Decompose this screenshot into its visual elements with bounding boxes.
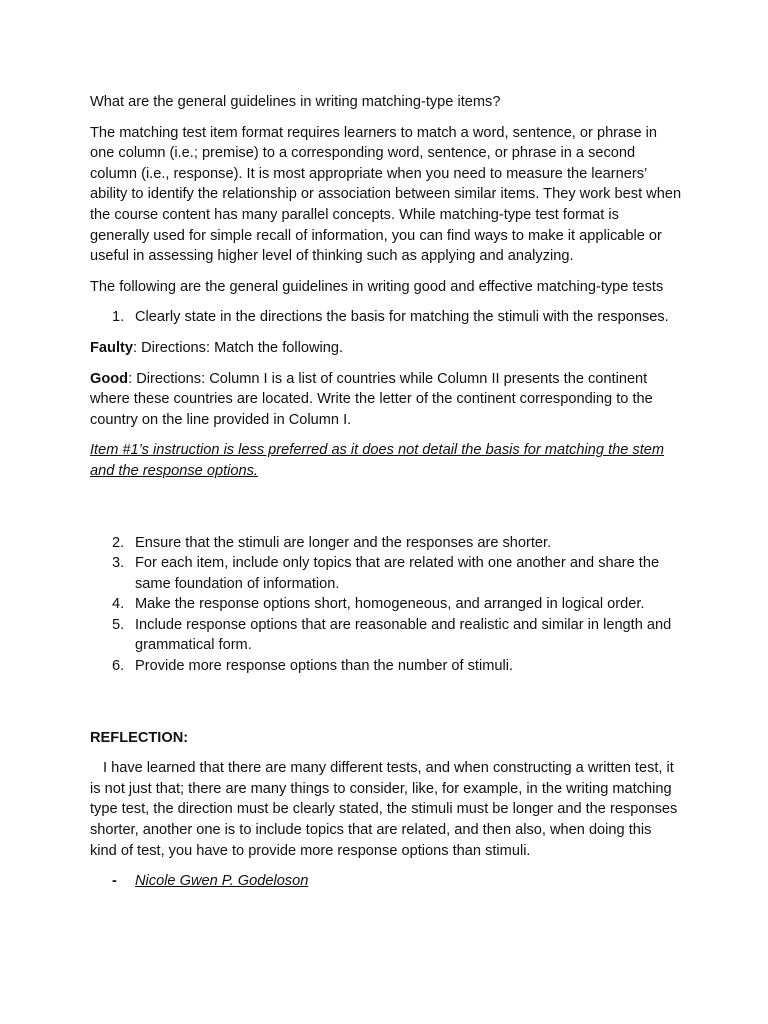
reflection-heading: REFLECTION: — [90, 729, 189, 746]
list-text: For each item, include only topics that are related with one another and share the same foundation of information. — [135, 555, 660, 592]
guideline-list-first — [90, 307, 682, 328]
list-text: Clearly state in the directions the basis for matching the stimuli with the responses. — [135, 309, 669, 326]
question-heading: What are the general guidelines in writing matching-type items? — [90, 94, 501, 110]
list-text: Provide more response options than the number of stimuli. — [135, 658, 514, 675]
list-number: 3. — [112, 555, 125, 572]
list-number: 5. — [112, 616, 125, 633]
list-number: 1. — [112, 309, 125, 326]
signature-name: Nicole Gwen P. Godeloson — [135, 873, 309, 890]
guideline-item-3 — [90, 553, 682, 594]
list-number: 6. — [112, 658, 125, 675]
following-paragraph: The following are the general guidelines in writing good and effective matching-type tests — [90, 278, 664, 295]
guideline-item-4 — [90, 594, 682, 615]
guideline-item-2 — [90, 533, 682, 554]
faulty-text: : Directions: Match the following. — [132, 339, 344, 356]
reflection-body: I have learned that there are many different tests, and when constructing a written test, it is not just that; there are many things to consider, like, for example, in the writing matching type test, the direction must be clearly stated, the stimuli must be longer and the responses shorter, another one is to include topics that are related, and then also, when doing this kind of test, you have to provide more response options than stimuli. — [90, 760, 678, 859]
good-label: Good — [90, 370, 129, 387]
guideline-item-5 — [90, 615, 682, 656]
list-number: 2. — [112, 534, 125, 551]
instruction-note: Item #1’s instruction is less preferred as it does not detail the basis for matching the stem and the response options. — [90, 442, 665, 479]
signature-line — [90, 871, 682, 892]
list-text: Ensure that the stimuli are longer and the responses are shorter. — [135, 534, 552, 551]
guideline-item-6 — [90, 656, 682, 677]
intro-paragraph: The matching test item format requires learners to match a word, sentence, or phrase in one column (i.e.; premise) to a corresponding word, sentence, or phrase in a second column (i.e., response). It is most appropriate when you need to measure the learners’ ability to identify the relationship or association between similar items. They work best when the course content has many parallel concepts. While matching-type test format is generally used for simple recall of information, you can find ways to make it applicable or useful in assessing higher level of thinking such as applying and analyzing. — [90, 124, 682, 265]
faulty-example — [90, 338, 682, 359]
good-text: : Directions: Column I is a list of countries while Column II presents the continent where these countries are located. Write the letter of the continent corresponding to the country on the line provided in Column I. — [90, 370, 653, 428]
list-number: 4. — [112, 596, 125, 613]
list-text: Make the response options short, homogeneous, and arranged in logical order. — [135, 596, 645, 613]
good-example — [90, 369, 682, 431]
list-text: Include response options that are reasonable and realistic and similar in length and grammatical form. — [135, 616, 672, 654]
guideline-list-rest — [90, 533, 682, 677]
document-page — [90, 92, 682, 892]
guideline-item-1 — [90, 307, 682, 328]
faulty-label: Faulty — [90, 339, 133, 356]
signature-dash: - — [112, 873, 117, 890]
